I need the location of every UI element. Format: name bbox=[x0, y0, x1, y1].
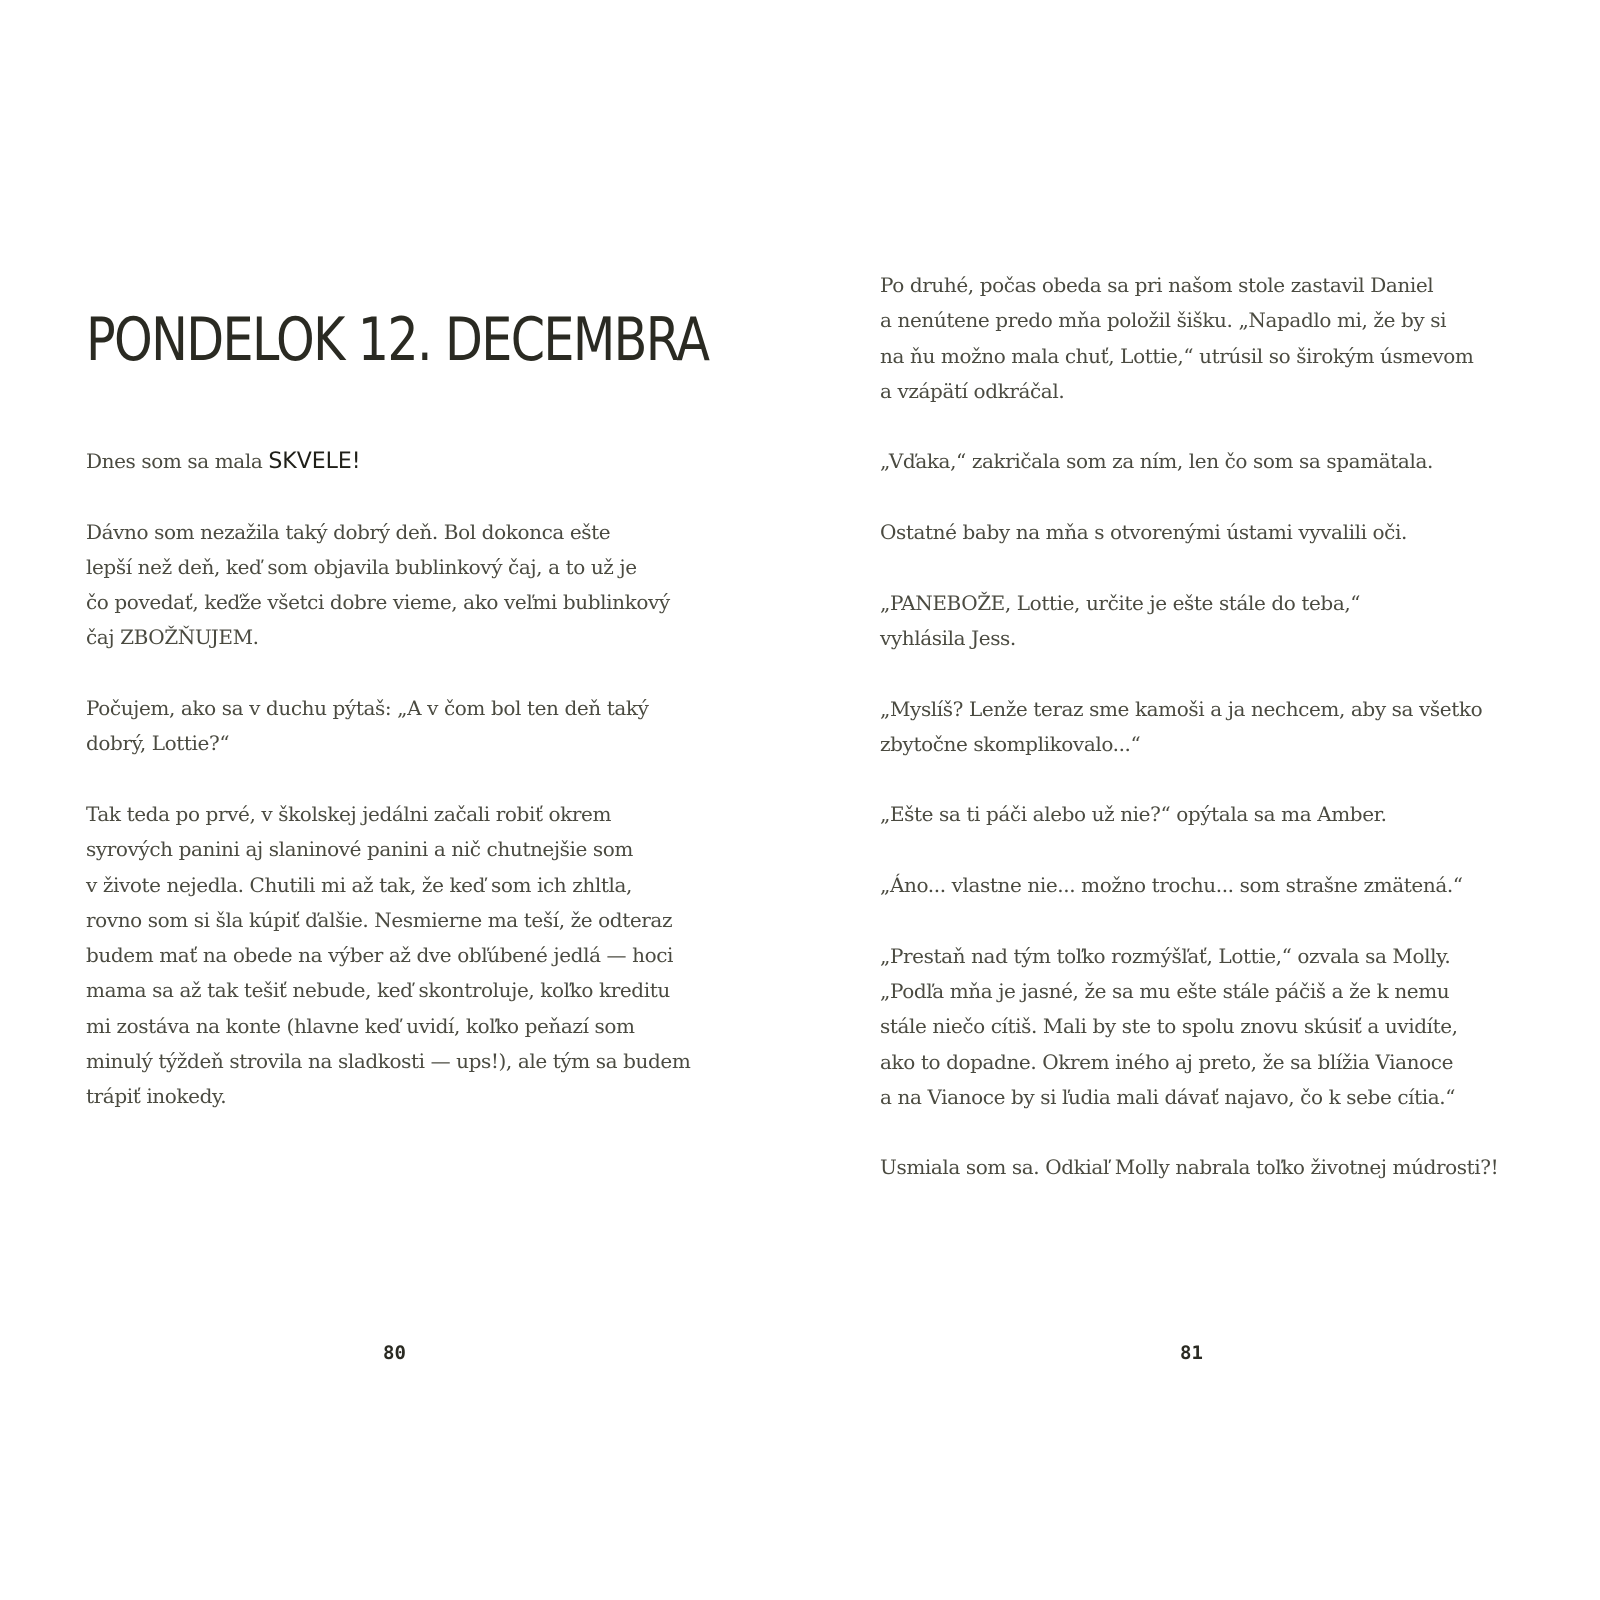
text-line: „Prestaň nad tým toľko rozmýšľať, Lottie,“ ozvala sa Molly. bbox=[880, 943, 1451, 968]
text-line: v živote nejedla. Chutili mi až tak, že keď som ich zhltla, bbox=[86, 872, 632, 897]
text-line: čaj ZBOŽŇUJEM. bbox=[86, 625, 259, 650]
text-line: na ňu možno mala chuť, Lottie,“ utrúsil so širokým úsmevom bbox=[880, 343, 1474, 368]
right-page-text bbox=[880, 268, 1530, 1221]
text-line: zbytočne skomplikovalo...“ bbox=[880, 731, 1141, 756]
text-line: a na Vianoce by si ľudia mali dávať najavo, čo k sebe cítia.“ bbox=[880, 1084, 1456, 1109]
text-line: minulý týždeň strovila na sladkosti — ups!), ale tým sa budem bbox=[86, 1049, 691, 1074]
paragraph bbox=[880, 1150, 1530, 1185]
paragraph bbox=[880, 868, 1530, 903]
paragraph bbox=[880, 444, 1530, 479]
text-line: mi zostáva na konte (hlavne keď uvidí, koľko peňazí som bbox=[86, 1013, 635, 1038]
text-line: vyhlásila Jess. bbox=[880, 625, 1016, 650]
text-line: rovno som si šla kúpiť ďalšie. Nesmierne ma teší, že odteraz bbox=[86, 907, 673, 932]
paragraph bbox=[880, 692, 1530, 763]
text-line: Usmiala som sa. Odkiaľ Molly nabrala toľko životnej múdrosti?! bbox=[880, 1155, 1499, 1180]
text-line: „Vďaka,“ zakričala som za ním, len čo som sa spamätala. bbox=[880, 449, 1433, 474]
left-page-text bbox=[86, 444, 726, 1150]
text-line: čo povedať, keďže všetci dobre vieme, ako veľmi bublinkový bbox=[86, 590, 670, 615]
paragraph bbox=[86, 797, 726, 1115]
text-line: „PANEBOŽE, Lottie, určite je ešte stále do teba,“ bbox=[880, 590, 1361, 615]
chapter-title: PONDELOK 12. DECEMBRA bbox=[86, 305, 709, 375]
text-line: Ostatné baby na mňa s otvorenými ústami vyvalili oči. bbox=[880, 520, 1407, 545]
intro-lead: Dnes som sa mala bbox=[86, 449, 269, 473]
text-line: syrových panini aj slaninové panini a nič chutnejšie som bbox=[86, 837, 633, 862]
text-line: „Ešte sa ti páči alebo už nie?“ opýtala sa ma Amber. bbox=[880, 802, 1387, 827]
text-line: Dávno som nezažila taký dobrý deň. Bol dokonca ešte bbox=[86, 519, 611, 544]
text-line: trápiť inokedy. bbox=[86, 1084, 227, 1109]
text-line: budem mať na obede na výber až dve obľúbené jedlá — hoci bbox=[86, 943, 674, 968]
right-paragraphs bbox=[880, 268, 1530, 1186]
intro-paragraph bbox=[86, 444, 726, 479]
text-line: lepší než deň, keď som objavila bublinkový čaj, a to už je bbox=[86, 554, 637, 579]
text-line: ako to dopadne. Okrem iného aj preto, že sa blížia Vianoce bbox=[880, 1049, 1454, 1074]
text-line: dobrý, Lottie?“ bbox=[86, 731, 230, 756]
paragraph bbox=[880, 515, 1530, 550]
text-line: Tak teda po prvé, v školskej jedálni začali robiť okrem bbox=[86, 801, 612, 826]
paragraph bbox=[86, 691, 726, 762]
text-line: mama sa až tak tešiť nebude, keď skontroluje, koľko kreditu bbox=[86, 978, 670, 1003]
text-line: „Podľa mňa je jasné, že sa mu ešte stále páčiš a že k nemu bbox=[880, 978, 1450, 1003]
text-line: a vzápätí odkráčal. bbox=[880, 378, 1065, 403]
text-line: Po druhé, počas obeda sa pri našom stole zastavil Daniel bbox=[880, 273, 1434, 297]
paragraph bbox=[880, 797, 1530, 832]
paragraph bbox=[86, 515, 726, 656]
page-number-left: 80 bbox=[383, 1342, 406, 1364]
paragraph bbox=[880, 939, 1530, 1115]
page-number-right: 81 bbox=[1180, 1342, 1203, 1364]
left-paragraphs bbox=[86, 515, 726, 1115]
text-line: „Myslíš? Lenže teraz sme kamoši a ja nechcem, aby sa všetko bbox=[880, 696, 1483, 721]
paragraph bbox=[880, 586, 1530, 657]
right-page bbox=[800, 0, 1600, 1600]
paragraph bbox=[880, 268, 1530, 409]
text-line: „Áno... vlastne nie... možno trochu... som strašne zmätená.“ bbox=[880, 873, 1463, 898]
text-line: stále niečo cítiš. Mali by ste to spolu znovu skúsiť a uvidíte, bbox=[880, 1014, 1458, 1039]
text-line: a nenútene predo mňa položil šišku. „Napadlo mi, že by si bbox=[880, 308, 1447, 333]
intro-emphasis: SKVELE! bbox=[268, 449, 361, 474]
text-line: Počujem, ako sa v duchu pýtaš: „A v čom bol ten deň taký bbox=[86, 696, 649, 721]
